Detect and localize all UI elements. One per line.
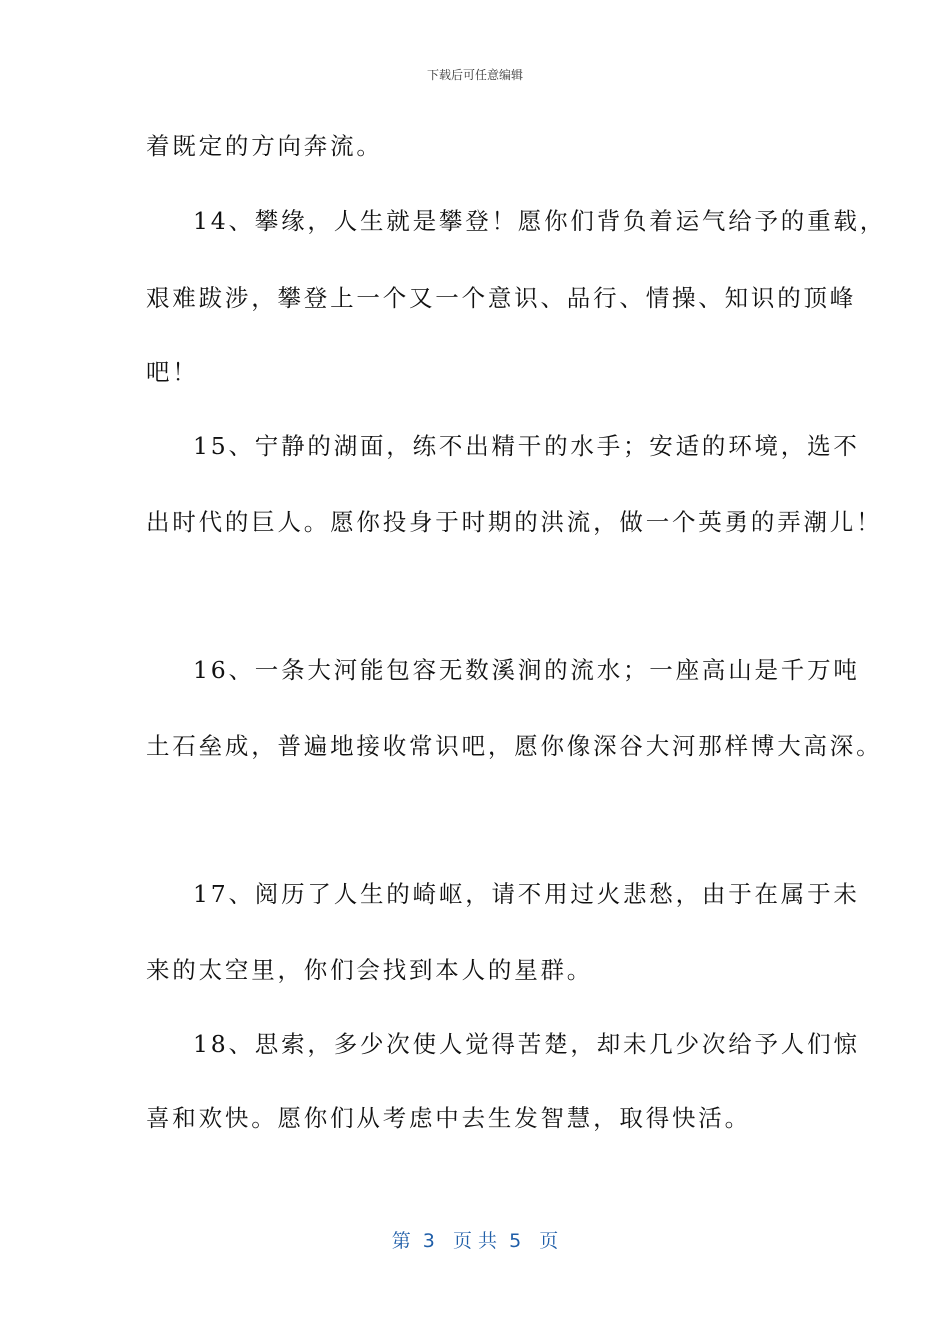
text-line: 17、阅历了人生的崎岖，请不用过火悲愁，由于在属于未: [193, 880, 860, 908]
text-line: 16、一条大河能包容无数溪涧的流水；一座高山是千万吨: [193, 656, 860, 684]
text-line: 喜和欢快。愿你们从考虑中去生发智慧，取得快活。: [146, 1104, 751, 1132]
text-line: 出时代的巨人。愿你投身于时期的洪流，做一个英勇的弄潮儿！: [146, 508, 883, 536]
page-number-footer: 第 3 页 共 5 页: [391, 1230, 559, 1252]
text-line: 14、攀缘，人生就是攀登！愿你们背负着运气给予的重载，: [193, 207, 887, 235]
header-note: 下载后可任意编辑: [426, 68, 523, 82]
text-line: 着既定的方向奔流。: [146, 132, 383, 160]
text-line: 来的太空里，你们会找到本人的星群。: [146, 956, 594, 984]
text-line: 土石垒成，普遍地接收常识吧，愿你像深谷大河那样博大高深。: [146, 732, 883, 760]
text-line: 吧！: [146, 358, 199, 386]
text-line: 艰难跋涉，攀登上一个又一个意识、品行、情操、知识的顶峰: [146, 284, 857, 312]
text-line: 15、宁静的湖面，练不出精干的水手；安适的环境，选不: [193, 432, 860, 460]
text-line: 18、思索，多少次使人觉得苦楚，却未几少次给予人们惊: [193, 1030, 860, 1058]
